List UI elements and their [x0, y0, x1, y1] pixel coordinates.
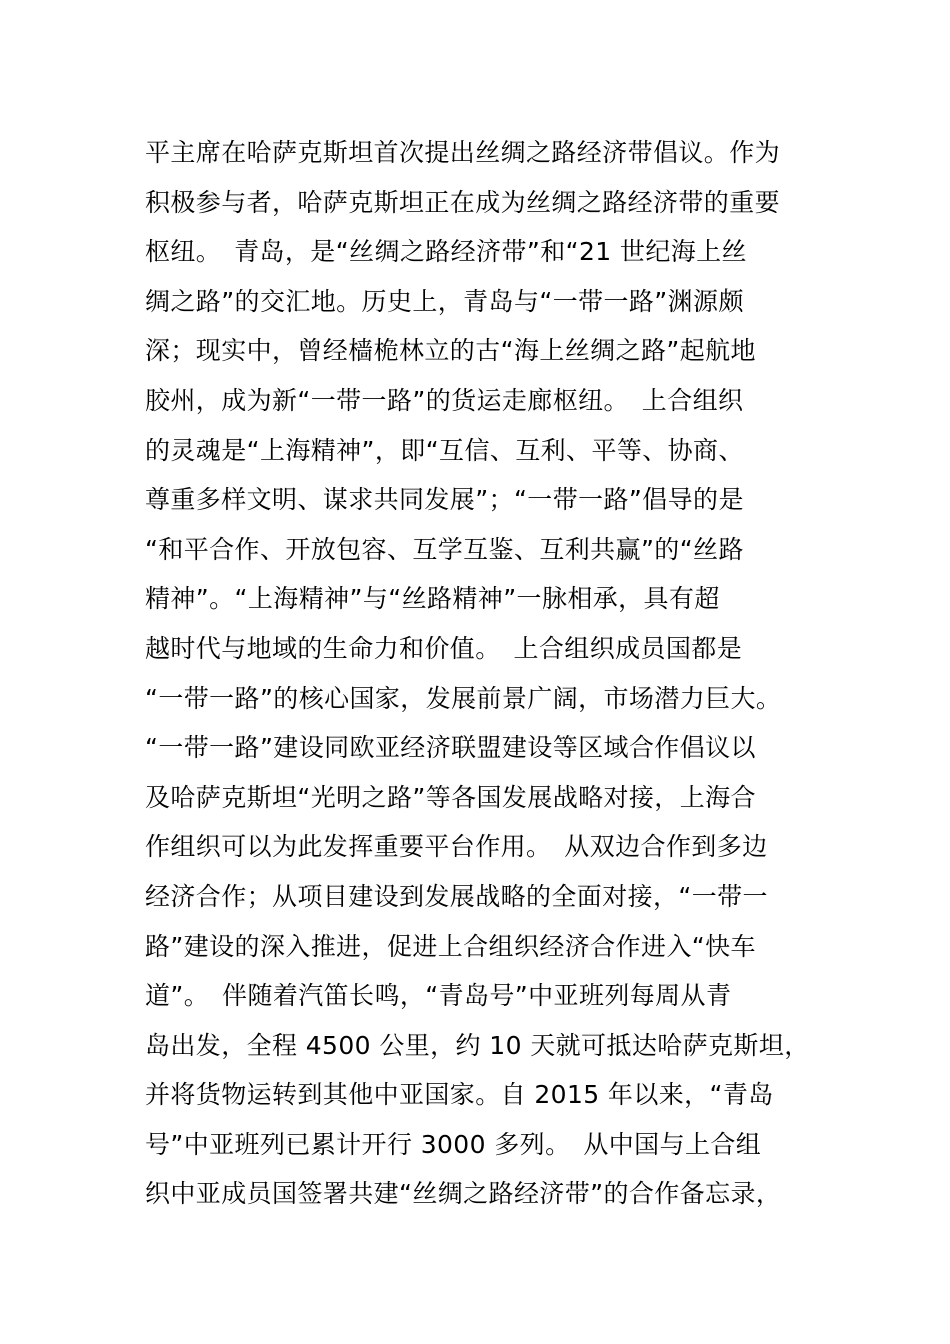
text-line: 并将货物运转到其他中亚国家。自 2015 年以来，“青岛	[145, 1080, 774, 1110]
body-paragraph	[145, 128, 825, 1219]
text-line: 绸之路”的交汇地。历史上，青岛与“一带一路”渊源颇	[145, 286, 744, 316]
text-line: 号”中亚班列已累计开行 3000 多列。 从中国与上合组	[145, 1129, 762, 1159]
text-line: 作组织可以为此发挥重要平台作用。 从双边合作到多边	[145, 832, 768, 862]
text-line: 经济合作；从项目建设到发展战略的全面对接，“一带一	[145, 881, 768, 911]
text-line: 的灵魂是“上海精神”，即“互信、互利、平等、协商、	[145, 435, 744, 465]
text-line: 岛出发，全程 4500 公里，约 10 天就可抵达哈萨克斯坦，	[145, 1030, 810, 1060]
text-line: 越时代与地域的生命力和价值。 上合组织成员国都是	[145, 633, 743, 663]
text-line: 积极参与者，哈萨克斯坦正在成为丝绸之路经济带的重要	[145, 187, 781, 217]
text-line: 枢纽。 青岛，是“丝绸之路经济带”和“21 世纪海上丝	[145, 237, 747, 267]
text-line: 精神”。“上海精神”与“丝路精神”一脉相承，具有超	[145, 584, 720, 614]
text-line: 胶州，成为新“一带一路”的货运走廊枢纽。 上合组织	[145, 385, 744, 415]
text-line: 织中亚成员国签署共建“丝绸之路经济带”的合作备忘录，	[145, 1179, 782, 1209]
text-line: “一带一路”的核心国家，发展前景广阔，市场潜力巨大。	[145, 683, 782, 713]
text-line: 平主席在哈萨克斯坦首次提出丝绸之路经济带倡议。作为	[145, 138, 781, 167]
text-line: 深；现实中，曾经樯桅林立的古“海上丝绸之路”起航地	[145, 336, 756, 366]
text-line: 路”建设的深入推进，促进上合组织经济合作进入“快车	[145, 931, 756, 961]
text-line: “和平合作、开放包容、互学互鉴、互利共赢”的“丝路	[145, 534, 744, 564]
text-line: “一带一路”建设同欧亚经济联盟建设等区域合作倡议以	[145, 733, 756, 763]
text-line: 及哈萨克斯坦“光明之路”等各国发展战略对接，上海合	[145, 782, 756, 812]
text-line: 尊重多样文明、谋求共同发展”；“一带一路”倡导的是	[145, 485, 744, 515]
text-line: 道”。 伴随着汽笛长鸣，“青岛号”中亚班列每周从青	[145, 981, 732, 1011]
